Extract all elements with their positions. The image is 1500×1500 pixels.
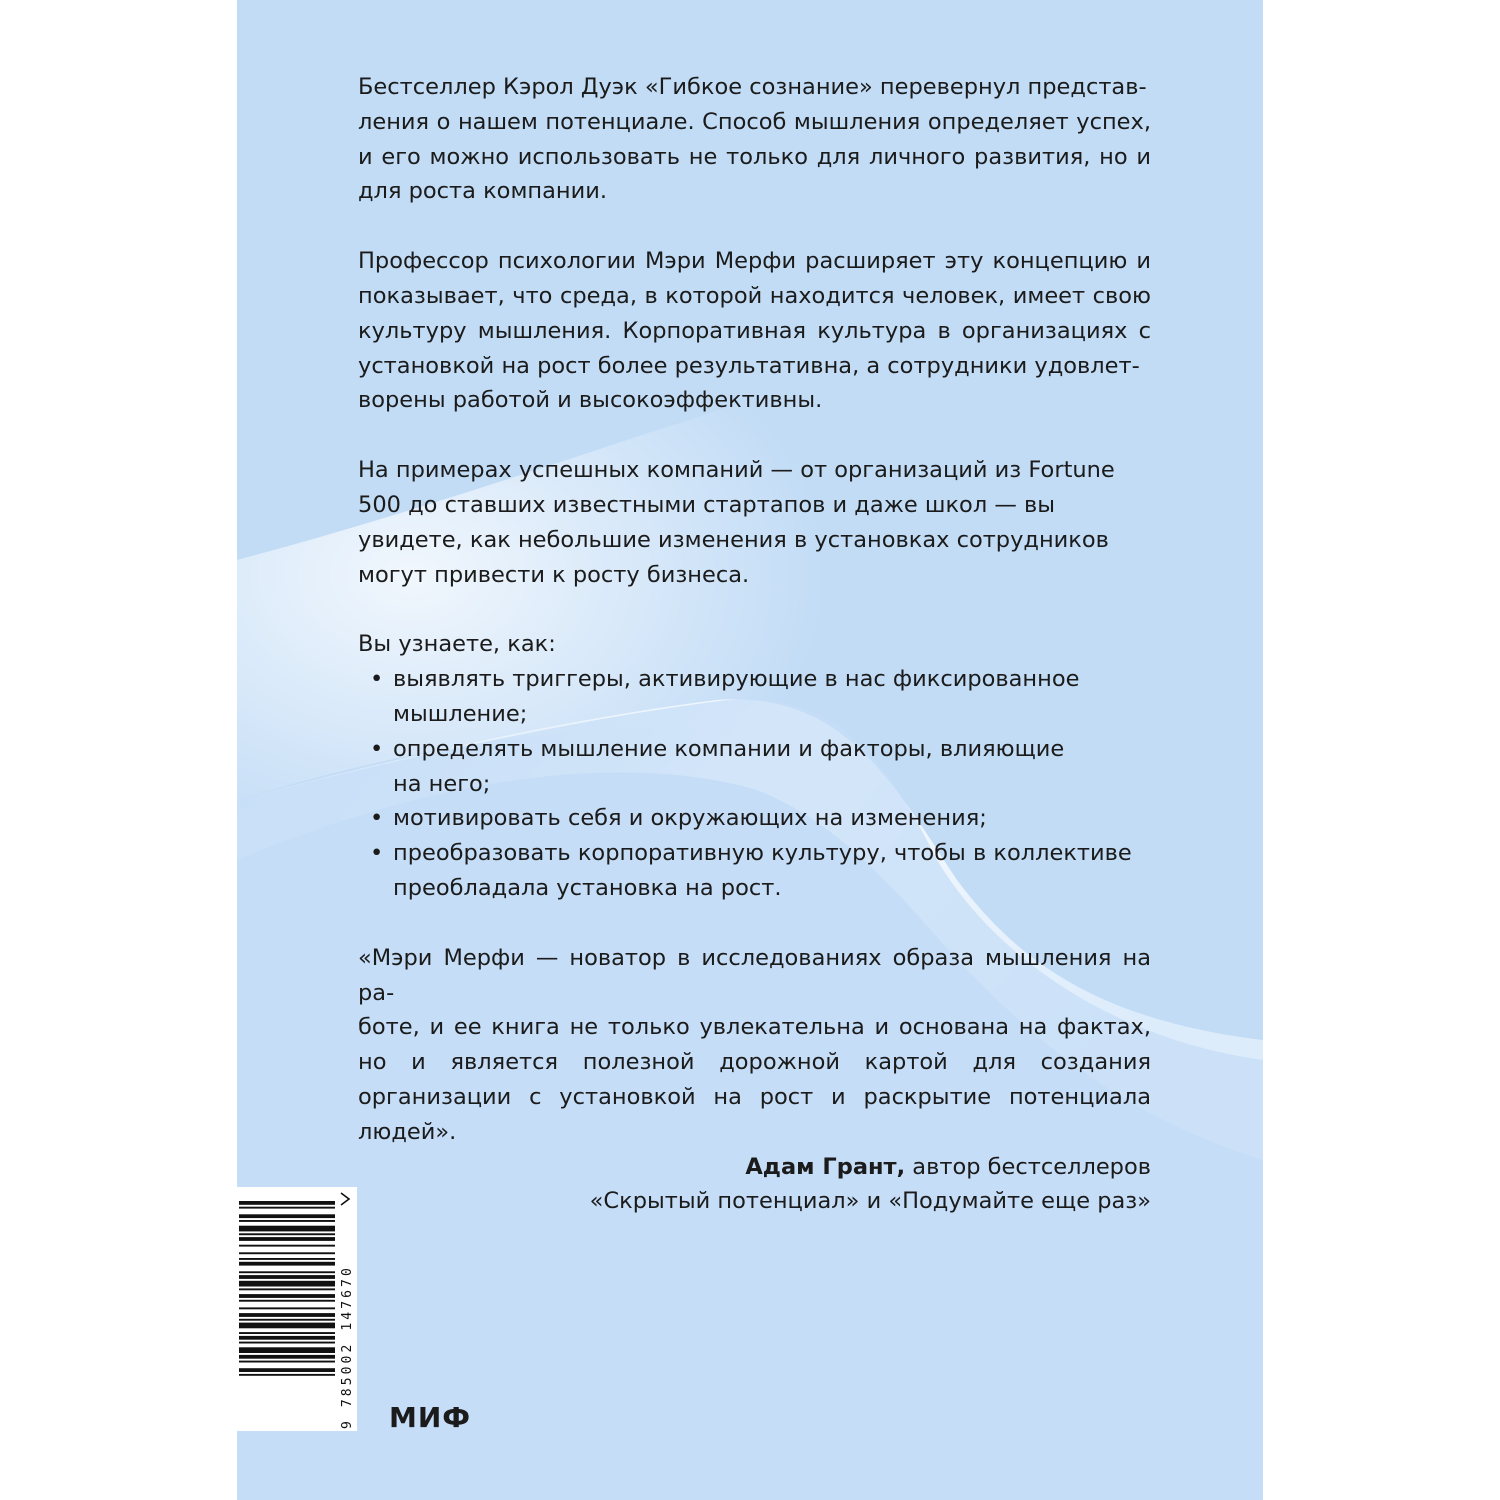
barcode-bars (237, 1187, 357, 1431)
author-books: «Скрытый потенциал» и «Подумайте еще раз» (589, 1188, 1151, 1215)
author-name: Адам Грант, (745, 1153, 906, 1180)
book-back-cover (237, 0, 1263, 1500)
barcode-bar (239, 1313, 335, 1317)
list-item: • мотивировать себя и окружающих на изменения; (358, 801, 1151, 836)
barcode-bar (239, 1262, 335, 1266)
barcode-bar (239, 1355, 335, 1359)
author-role: автор бестселлеров (905, 1153, 1151, 1180)
barcode-bar (239, 1361, 335, 1363)
barcode-bar (239, 1220, 335, 1222)
barcode-bar (239, 1201, 335, 1205)
barcode-bar (239, 1281, 335, 1287)
barcode-bar (239, 1245, 335, 1247)
list-item: • выявлять триггеры, активирующие в нас фиксированное мышление; (358, 662, 1151, 732)
description-text (358, 70, 1151, 1219)
barcode-bar (239, 1275, 335, 1279)
isbn-barcode (237, 1187, 357, 1431)
barcode-bar (239, 1294, 335, 1298)
barcode-bar (239, 1226, 335, 1232)
barcode-bar (239, 1336, 335, 1340)
barcode-bar (239, 1233, 335, 1235)
barcode-bar (239, 1347, 335, 1353)
barcode-bar (239, 1288, 335, 1290)
list-item: • определять мышление компании и факторы, влияющие на него; (358, 732, 1151, 802)
paragraph-3: На примерах успешных компаний — от организаций из Fortune 500 до ставших известными стартапов и даже школ — вы увидете, как небольшие изменения в установках сотрудников могут привести к росту бизнеса. (358, 457, 1115, 588)
barcode-bar (239, 1214, 335, 1218)
barcode-bar (239, 1332, 335, 1334)
barcode-bar (239, 1207, 335, 1209)
barcode-bar (239, 1374, 335, 1376)
paragraph-2: Профессор психологии Мэри Мерфи расширяет эту концепцию и показывает, что среда, в которой находится человек, имеет свою культуру мышления. Корпоративная культура в организациях с установкой на рост более результативна, а сотрудники удовлет- ворены работой и высокоэффективны. (358, 248, 1151, 414)
barcode-bar (239, 1307, 335, 1309)
barcode-bar (239, 1271, 335, 1273)
barcode-digits: 9 785002 147670 (340, 1265, 355, 1429)
list-item: • преобразовать корпоративную культуру, чтобы в коллективе преобладала установка на рост. (358, 836, 1151, 906)
review-quote: «Мэри Мерфи — новатор в исследованиях образа мышления на ра- боте, и ее книга не только увлекательна и основана на фактах, но и является полезной дорожной картой для создания организации с установкой на рост и раскрытие потенциала людей». (358, 944, 1151, 1145)
barcode-bar (239, 1300, 335, 1302)
barcode-bar (239, 1342, 335, 1344)
barcode-bar (239, 1237, 335, 1241)
benefits-list (358, 662, 1151, 906)
quote-attribution (358, 1150, 1151, 1220)
barcode-bar (239, 1252, 335, 1254)
list-intro: Вы узнаете, как: (358, 631, 556, 658)
barcode-bar (239, 1323, 335, 1329)
barcode-bar (239, 1368, 335, 1372)
paragraph-1: Бестселлер Кэрол Дуэк «Гибкое сознание» перевернул представ- ления о нашем потенциале. Способ мышления определяет успех, и его можно использовать не только для личного развития, но и для роста компании. (358, 74, 1151, 205)
barcode-bar (239, 1258, 335, 1260)
publisher-logo: МИФ (389, 1401, 472, 1434)
barcode-bar (239, 1319, 335, 1321)
